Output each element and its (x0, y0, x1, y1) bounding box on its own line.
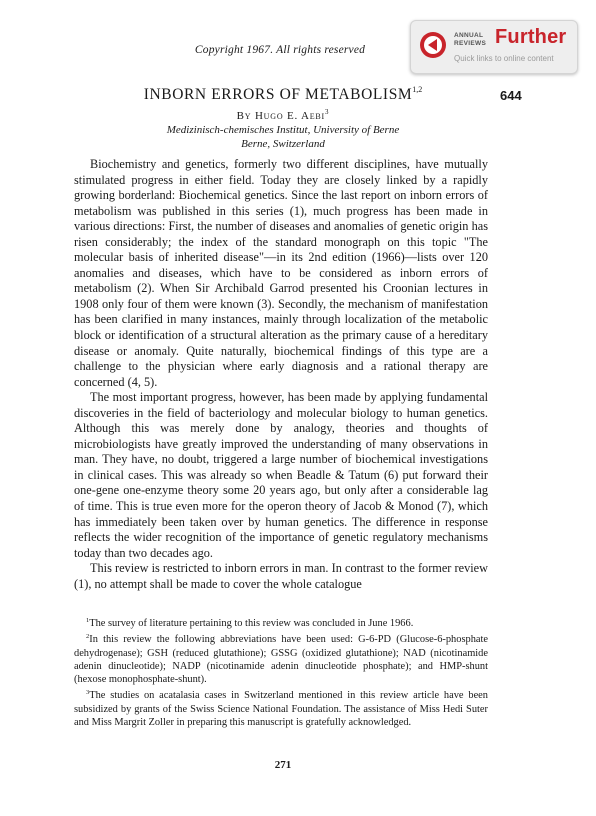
badge-title[interactable]: Further (495, 26, 567, 48)
title-footnote-marks: 1,2 (412, 85, 423, 94)
badge-subtitle: Quick links to online content (454, 54, 554, 63)
affiliation-institute: Medizinisch-chemisches Institut, University of Berne (166, 124, 400, 136)
author-footnote-mark: 3 (325, 108, 330, 116)
further-badge[interactable] (410, 20, 578, 74)
affiliation-city: Berne, Switzerland (241, 138, 325, 150)
footnote-text: The survey of literature pertaining to this review was concluded in June 1966. (89, 618, 414, 629)
badge-brand (454, 32, 494, 48)
footnote-3 (74, 686, 488, 729)
body-text (74, 157, 488, 592)
badge-brand-line1: ANNUAL (454, 32, 484, 39)
play-arrow-icon (419, 31, 447, 59)
badge-brand-line2: REVIEWS (454, 40, 487, 47)
article-title-text: INBORN ERRORS OF METABOLISM (143, 86, 413, 103)
footnote-mark: 1 (86, 617, 90, 624)
copyright-notice: Copyright 1967. All rights reserved (194, 44, 366, 56)
paragraph-2: The most important progress, however, has been made by applying fundamental discoveries in the field of bacteriology and molecular biology to human genetics. Although this was merely done by analogy, theories and thoughts of microbiologists have greatly improved the understanding of many observations in man. They have, no doubt, triggered a large number of biochemical investigations in clinical cases. This was already so when Beadle & Tatum (6) put forward their one-gene one-enzyme theory some 20 years ago, but only after a considerable lag of time. This is true even more for the operon theory of Jacob & Monod (7), which has immediately been taken over by human genetics. The difference in response reflects the wider recognition of the importance of genetic regulatory mechanisms today than two decades ago. (74, 390, 488, 560)
footnote-1 (74, 614, 488, 630)
footnote-text: In this review the following abbreviations have been used: G-6-PD (Glucose-6-phosphate dehydrogenase); GSH (reduced glutathione); GSSG (oxidized glutathione); NAD (nicotinamide adenin dinucleotide); NADP (nicotinamide adenin dinucleotide phosphate); and HMP-shunt (hexose monophosphate-shunt). (74, 634, 488, 686)
article-title (0, 85, 566, 104)
footnote-2 (74, 630, 488, 686)
author-name: Hugo E. Aebi (254, 110, 326, 122)
footnotes (74, 614, 488, 729)
paragraph-3: This review is restricted to inborn errors in man. In contrast to the former review (1), no attempt shall be made to cover the whole catalogue (74, 561, 488, 591)
author-line (0, 108, 566, 122)
paragraph-1: Biochemistry and genetics, formerly two different disciplines, have mutually stimulated progress in either field. Today they are closely linked by a rapidly growing borderland: Biochemical genetics. Since the last report on inborn errors of metabolism was published in this series (1), much progress has been made in various directions: First, the number of diseases and anomalies of genetic origin has risen considerably; the index of the standard monograph on this topic "The molecular basis of inherited disease"—in its 2nd edition (1966)—lists over 120 anomalies and diseases, which have to be considered as inborn errors of metabolism (2). When Sir Archibald Garrod presented his Croonian lectures in 1908 only four of them were known (3). Secondly, the mechanism of manifestation has been clarified in many instances, mainly through localization of the metabolic block or identification of a structural alteration as the primary cause of a hereditary disease or anomaly. Quite naturally, biochemical findings of this type are a challenge to the physician where early diagnosis and a rational therapy are concerned (4, 5). (74, 157, 488, 389)
footnote-mark: 3 (86, 689, 90, 697)
page-number-top: 644 (500, 88, 522, 103)
footnote-text: The studies on acatalasia cases in Switzerland mentioned in this review article have been subsidized by grants of the Swiss Science National Foundation. The assistance of Miss Hedi Suter and Miss Margrit Zoller in preparing this manuscript is gratefully acknowledged. (74, 690, 488, 729)
footnote-mark: 2 (86, 633, 90, 641)
folio-page-number: 271 (274, 759, 292, 771)
author-prefix: By (236, 110, 252, 122)
